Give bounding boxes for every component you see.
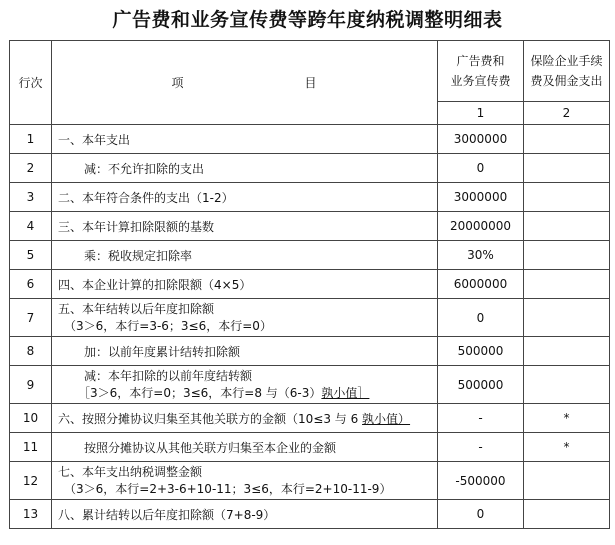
header-col1-line2: 业务宣传费: [450, 74, 511, 88]
row-number: 11: [10, 433, 52, 462]
row-item: [52, 462, 438, 500]
row-number: 7: [10, 299, 52, 337]
table-row: [10, 241, 610, 270]
row-number: 9: [10, 366, 52, 404]
header-item-char-1: 项: [171, 76, 185, 90]
row-value-col2: [524, 183, 610, 212]
row-number: 1: [10, 125, 52, 154]
row-number: 12: [10, 462, 52, 500]
row-value-col1: 3000000: [438, 183, 524, 212]
row-number: 5: [10, 241, 52, 270]
row-item: 减：不允许扣除的支出: [52, 154, 438, 183]
row-item: [52, 366, 438, 404]
table-row: [10, 462, 610, 500]
row-value-col2: [524, 337, 610, 366]
table-row: [10, 270, 610, 299]
table-row: [10, 366, 610, 404]
row-item: 按照分摊协议从其他关联方归集至本企业的金额: [52, 433, 438, 462]
row-number: 8: [10, 337, 52, 366]
row-item-underlined: 孰小值）: [362, 411, 411, 426]
header-col1-line1: 广告费和: [456, 54, 505, 68]
row-value-col2: [524, 366, 610, 404]
table-row: [10, 500, 610, 529]
row-value-col1: 6000000: [438, 270, 524, 299]
row-value-col2: [524, 241, 610, 270]
header-col2-line1: 保险企业手续: [530, 54, 603, 68]
row-value-col1: 500000: [438, 366, 524, 404]
row-value-col1: 500000: [438, 337, 524, 366]
row-value-col2: *: [524, 404, 610, 433]
row-number: 3: [10, 183, 52, 212]
row-item-line2: [78, 385, 437, 402]
header-col1-num: 1: [438, 102, 524, 125]
row-item-line1: 七、本年支出纳税调整金额: [58, 464, 203, 479]
row-value-col1: 30%: [438, 241, 524, 270]
table-header-row: [10, 41, 610, 102]
row-item: 四、本企业计算的扣除限额（4×5）: [52, 270, 438, 299]
table-row: [10, 433, 610, 462]
row-number: 13: [10, 500, 52, 529]
row-item-text: 六、按照分摊协议归集至其他关联方的金额（10≤3 与 6: [58, 411, 363, 426]
row-item: 一、本年支出: [52, 125, 438, 154]
page-title: 广告费和业务宣传费等跨年度纳税调整明细表: [112, 9, 503, 31]
header-row-no: 行次: [10, 41, 52, 125]
table-row: [10, 337, 610, 366]
row-number: 4: [10, 212, 52, 241]
header-item-char-2: 目: [304, 76, 318, 90]
table-row: [10, 212, 610, 241]
row-item: [52, 404, 438, 433]
row-item-line2-underlined: 孰小值］: [321, 385, 370, 400]
row-item: 加：以前年度累计结转扣除额: [52, 337, 438, 366]
table-row: [10, 125, 610, 154]
row-value-col2: [524, 154, 610, 183]
table-row: [10, 299, 610, 337]
row-item-line2: （3＞6，本行=2+3-6+10-11；3≤6，本行=2+10-11-9）: [64, 481, 392, 496]
row-item-line1: 减：本年扣除的以前年度结转额: [84, 368, 253, 383]
row-value-col1: -500000: [438, 462, 524, 500]
row-item-line1: 五、本年结转以后年度扣除额: [58, 301, 215, 316]
row-value-col2: [524, 212, 610, 241]
table-row: [10, 154, 610, 183]
row-value-col1: 3000000: [438, 125, 524, 154]
row-item: 二、本年符合条件的支出（1-2）: [52, 183, 438, 212]
row-item-line2-text: ［3＞6，本行=0；3≤6，本行=8 与（6-3）: [78, 385, 322, 400]
header-col1: [438, 41, 524, 102]
row-value-col1: 0: [438, 500, 524, 529]
row-value-col1: 20000000: [438, 212, 524, 241]
row-value-col2: [524, 462, 610, 500]
row-value-col2: [524, 270, 610, 299]
row-value-col1: -: [438, 433, 524, 462]
header-col2-num: 2: [524, 102, 610, 125]
header-col2-line2: 费及佣金支出: [530, 74, 603, 88]
row-value-col2: *: [524, 433, 610, 462]
row-item: 三、本年计算扣除限额的基数: [52, 212, 438, 241]
row-value-col1: -: [438, 404, 524, 433]
row-value-col2: [524, 125, 610, 154]
row-value-col1: 0: [438, 154, 524, 183]
header-col2: [524, 41, 610, 102]
row-number: 6: [10, 270, 52, 299]
row-item-line2: （3＞6，本行=3-6；3≤6，本行=0）: [64, 318, 272, 333]
row-value-col1: 0: [438, 299, 524, 337]
row-value-col2: [524, 500, 610, 529]
row-number: 10: [10, 404, 52, 433]
row-item: 八、累计结转以后年度扣除额（7+8-9）: [52, 500, 438, 529]
table-row: [10, 404, 610, 433]
adjustment-table: [9, 40, 610, 529]
table-row: [10, 183, 610, 212]
row-item: [52, 299, 438, 337]
row-number: 2: [10, 154, 52, 183]
row-value-col2: [524, 299, 610, 337]
header-item: [52, 41, 438, 125]
row-item: 乘：税收规定扣除率: [52, 241, 438, 270]
